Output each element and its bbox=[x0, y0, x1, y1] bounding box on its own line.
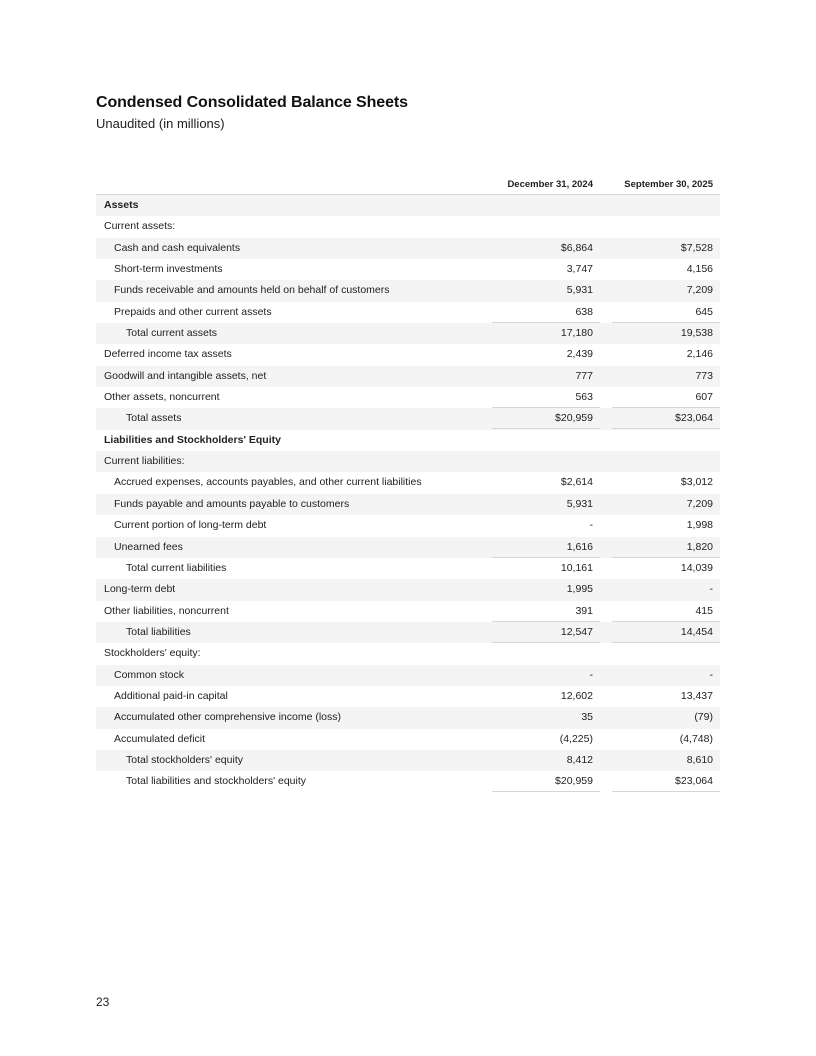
table-row bbox=[96, 494, 720, 515]
value-dec-2024: 12,547 bbox=[492, 622, 600, 643]
row-label: Funds payable and amounts payable to customers bbox=[114, 497, 350, 510]
table-row bbox=[96, 707, 720, 728]
table-row bbox=[96, 408, 720, 429]
value-dec-2024: 5,931 bbox=[566, 284, 593, 297]
value-sep-2025: 773 bbox=[695, 369, 713, 382]
row-label: Total liabilities and stockholders' equity bbox=[126, 775, 307, 788]
value-dec-2024 bbox=[492, 643, 600, 664]
table-row bbox=[96, 259, 720, 280]
row-label: Accrued expenses, accounts payables, and other current liabilities bbox=[114, 476, 422, 489]
page-subtitle: Unaudited (in millions) bbox=[96, 116, 225, 131]
value-dec-2024: 391 bbox=[492, 601, 600, 622]
value-dec-2024: 35 bbox=[581, 711, 593, 724]
row-label: Total assets bbox=[126, 412, 182, 425]
table-row bbox=[96, 601, 720, 622]
value-sep-2025 bbox=[612, 195, 720, 216]
table-row bbox=[96, 216, 720, 237]
value-dec-2024: $20,959 bbox=[492, 408, 600, 429]
value-dec-2024: - bbox=[589, 519, 593, 532]
value-sep-2025: - bbox=[709, 668, 713, 681]
table-row bbox=[96, 323, 720, 344]
value-sep-2025: - bbox=[709, 583, 713, 596]
row-label: Liabilities and Stockholders' Equity bbox=[104, 433, 281, 446]
table-row bbox=[96, 238, 720, 259]
table-row bbox=[96, 729, 720, 750]
table-header bbox=[96, 174, 720, 195]
value-sep-2025: 1,998 bbox=[686, 519, 713, 532]
row-label: Total stockholders' equity bbox=[126, 753, 243, 766]
row-label: Deferred income tax assets bbox=[104, 348, 232, 361]
row-label: Accumulated other comprehensive income (loss) bbox=[114, 711, 342, 724]
value-dec-2024: $2,614 bbox=[560, 476, 593, 489]
row-label: Long-term debt bbox=[104, 583, 176, 596]
row-label: Common stock bbox=[114, 668, 185, 681]
value-dec-2024: 777 bbox=[575, 369, 593, 382]
value-sep-2025: 7,209 bbox=[686, 284, 713, 297]
section-header-row bbox=[96, 195, 720, 216]
value-sep-2025: $3,012 bbox=[680, 476, 713, 489]
value-dec-2024: 8,412 bbox=[566, 753, 593, 766]
value-sep-2025: 4,156 bbox=[686, 263, 713, 276]
table-row bbox=[96, 771, 720, 792]
value-dec-2024: 12,602 bbox=[560, 689, 593, 702]
table-row bbox=[96, 643, 720, 664]
value-sep-2025: 19,538 bbox=[680, 327, 713, 340]
value-dec-2024: 3,747 bbox=[566, 263, 593, 276]
value-dec-2024: $6,864 bbox=[560, 241, 593, 254]
row-label: Prepaids and other current assets bbox=[114, 305, 272, 318]
table-row bbox=[96, 472, 720, 493]
row-label: Funds receivable and amounts held on behalf of customers bbox=[114, 284, 390, 297]
value-dec-2024: $20,959 bbox=[492, 771, 600, 792]
page-title: Condensed Consolidated Balance Sheets bbox=[96, 94, 408, 111]
value-sep-2025: $7,528 bbox=[680, 241, 713, 254]
row-label: Cash and cash equivalents bbox=[114, 241, 241, 254]
table-row bbox=[96, 537, 720, 558]
value-sep-2025: $23,064 bbox=[612, 771, 720, 792]
value-sep-2025 bbox=[612, 643, 720, 664]
value-dec-2024: 638 bbox=[492, 302, 600, 323]
table-row bbox=[96, 622, 720, 643]
value-dec-2024: 17,180 bbox=[560, 327, 593, 340]
value-sep-2025: 645 bbox=[612, 302, 720, 323]
row-label: Total liabilities bbox=[126, 625, 191, 638]
table-row bbox=[96, 686, 720, 707]
value-sep-2025: 1,820 bbox=[612, 537, 720, 558]
table-row bbox=[96, 750, 720, 771]
value-sep-2025: (4,748) bbox=[679, 732, 713, 745]
section-header-row bbox=[96, 430, 720, 451]
value-dec-2024: 10,161 bbox=[560, 561, 593, 574]
row-label: Stockholders' equity: bbox=[104, 647, 201, 660]
value-sep-2025 bbox=[612, 216, 720, 237]
table-row bbox=[96, 579, 720, 600]
page-number: 23 bbox=[96, 995, 110, 1009]
table-row bbox=[96, 558, 720, 579]
table-row bbox=[96, 665, 720, 686]
table-row bbox=[96, 302, 720, 323]
value-dec-2024 bbox=[492, 216, 600, 237]
value-sep-2025: 13,437 bbox=[680, 689, 713, 702]
row-label: Current assets: bbox=[104, 220, 176, 233]
value-dec-2024: 2,439 bbox=[566, 348, 593, 361]
value-sep-2025 bbox=[612, 430, 720, 451]
row-label: Short-term investments bbox=[114, 263, 223, 276]
value-dec-2024: (4,225) bbox=[559, 732, 593, 745]
value-sep-2025: 14,039 bbox=[680, 561, 713, 574]
value-dec-2024: 563 bbox=[492, 387, 600, 408]
value-sep-2025: 8,610 bbox=[686, 753, 713, 766]
row-label: Additional paid-in capital bbox=[114, 689, 228, 702]
table-row bbox=[96, 451, 720, 472]
table-row bbox=[96, 515, 720, 536]
value-sep-2025: 2,146 bbox=[686, 348, 713, 361]
value-sep-2025 bbox=[612, 451, 720, 472]
balance-sheet-table bbox=[96, 174, 720, 793]
value-sep-2025: 14,454 bbox=[612, 622, 720, 643]
row-label: Accumulated deficit bbox=[114, 732, 206, 745]
table-row bbox=[96, 387, 720, 408]
row-label: Assets bbox=[104, 199, 139, 211]
value-dec-2024: - bbox=[589, 668, 593, 681]
value-dec-2024: 5,931 bbox=[566, 497, 593, 510]
row-label: Other liabilities, noncurrent bbox=[104, 604, 229, 617]
column-header-sep-2025: September 30, 2025 bbox=[624, 179, 713, 190]
table-row bbox=[96, 280, 720, 301]
value-dec-2024 bbox=[492, 451, 600, 472]
table-row bbox=[96, 344, 720, 365]
row-label: Current portion of long-term debt bbox=[114, 519, 267, 532]
value-dec-2024: 1,616 bbox=[492, 537, 600, 558]
table-row bbox=[96, 366, 720, 387]
row-label: Other assets, noncurrent bbox=[104, 391, 220, 404]
column-header-dec-2024: December 31, 2024 bbox=[507, 179, 593, 190]
value-dec-2024: 1,995 bbox=[566, 583, 593, 596]
value-sep-2025: 607 bbox=[612, 387, 720, 408]
value-dec-2024 bbox=[492, 430, 600, 451]
value-sep-2025: (79) bbox=[694, 711, 713, 724]
row-label: Unearned fees bbox=[114, 540, 183, 553]
value-sep-2025: 415 bbox=[612, 601, 720, 622]
row-label: Total current liabilities bbox=[126, 561, 227, 574]
value-sep-2025: 7,209 bbox=[686, 497, 713, 510]
row-label: Total current assets bbox=[126, 327, 218, 340]
value-sep-2025: $23,064 bbox=[612, 408, 720, 429]
row-label: Goodwill and intangible assets, net bbox=[104, 369, 267, 382]
value-dec-2024 bbox=[492, 195, 600, 216]
table-body bbox=[96, 195, 720, 793]
row-label: Current liabilities: bbox=[104, 455, 185, 468]
